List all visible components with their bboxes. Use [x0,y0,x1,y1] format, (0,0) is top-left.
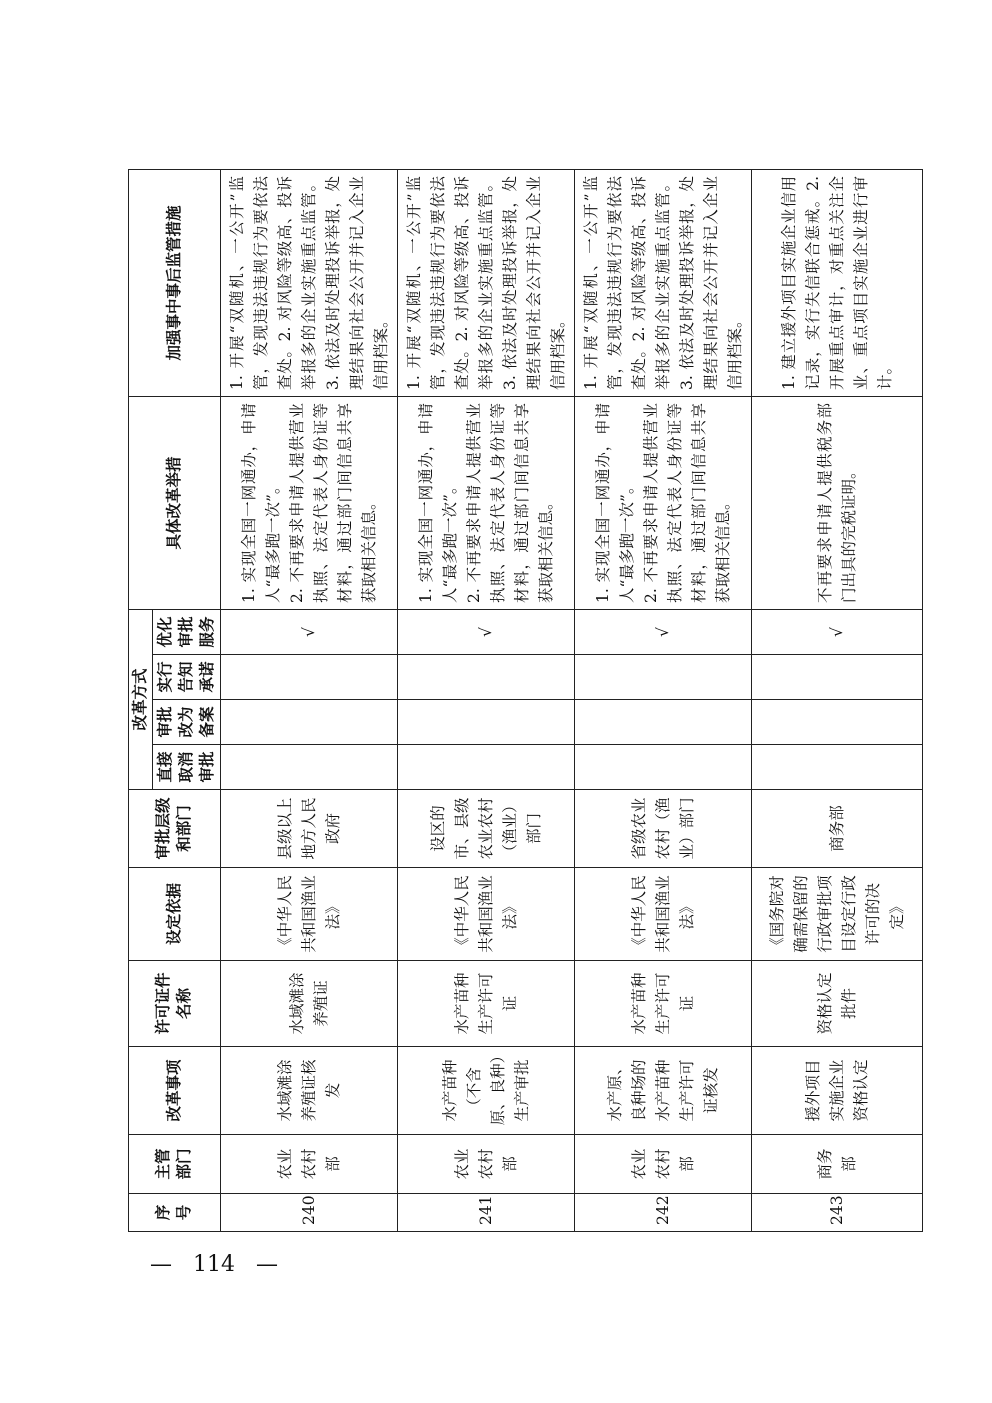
cell-method-optimize: √ [752,609,923,654]
cell-supervision: 1. 开展“双随机、一公开”监管，发现违法违规行为要依法查处。2. 对风险等级高、投诉举报多的企业实施重点监管。3. 依法及时处理投诉举报，处理结果向社会公开并记入企业信用档案。 [397,169,574,396]
cell-dept: 农业农村部 [397,1135,574,1194]
cell-method-record [574,700,751,745]
measure-1: 1. 实现全国一网通办，申请人“最多跑一次”。 [593,402,636,603]
cell-level: 县级以上地方人民政府 [220,790,397,868]
cell-measures [397,396,574,609]
footer-dash-right: — [256,1252,278,1277]
cell-level: 设区的市、县级农业农村（渔业）部门 [397,790,574,868]
cell-license: 水域滩涂养殖证 [220,961,397,1047]
footer-dash-left: — [150,1252,172,1277]
cell-level: 商务部 [752,790,923,868]
measure-1: 1. 实现全国一网通办，申请人“最多跑一次”。 [416,402,459,603]
cell-seq: 240 [220,1194,397,1232]
cell-method-cancel [220,745,397,790]
cell-license: 资格认定批件 [752,961,923,1047]
cell-method-notify [397,655,574,700]
header-item: 改革事项 [129,1047,221,1135]
cell-basis: 《中华人民共和国渔业法》 [397,868,574,961]
cell-method-cancel [574,745,751,790]
cell-dept: 商务部 [752,1135,923,1194]
cell-dept: 农业农村部 [220,1135,397,1194]
cell-item: 水产原、良种场的水产苗种生产许可证核发 [574,1047,751,1135]
cell-license: 水产苗种生产许可证 [397,961,574,1047]
page-number: 114 [193,1252,235,1277]
cell-method-record [397,700,574,745]
cell-item: 援外项目实施企业资格认定 [752,1047,923,1135]
cell-seq: 243 [752,1194,923,1232]
cell-supervision: 1. 建立援外项目实施企业信用记录，实行失信联合惩戒。2. 开展重点审计，对重点关注企业、重点项目实施企业进行审计。 [752,169,923,396]
measure-1: 不再要求申请人提供税务部门出具的完税证明。 [816,402,859,603]
page-footer [150,1252,310,1277]
header-measures: 具体改革举措 [129,396,221,609]
cell-measures [220,396,397,609]
cell-measures [752,396,923,609]
cell-dept: 农业农村部 [574,1135,751,1194]
cell-method-optimize: √ [220,609,397,654]
header-basis: 设定依据 [129,868,221,961]
header-method-notify: 实行告知承诺 [152,655,220,700]
measure-2: 2. 不再要求申请人提供营业执照、法定代表人身份证等材料，通过部门间信息共享获取相关信息。 [287,402,378,603]
cell-basis: 《国务院对确需保留的行政审批项目设定行政许可的决定》 [752,868,923,961]
cell-supervision: 1. 开展“双随机、一公开”监管，发现违法违规行为要依法查处。2. 对风险等级高、投诉举报多的企业实施重点监管。3. 依法及时处理投诉举报，处理结果向社会公开并记入企业信用档案。 [220,169,397,396]
measure-2: 2. 不再要求申请人提供营业执照、法定代表人身份证等材料，通过部门间信息共享获取相关信息。 [464,402,555,603]
header-method-optimize: 优化审批服务 [152,609,220,654]
cell-supervision: 1. 开展“双随机、一公开”监管，发现违法违规行为要依法查处。2. 对风险等级高、投诉举报多的企业实施重点监管。3. 依法及时处理投诉举报，处理结果向社会公开并记入企业信用档案。 [574,169,751,396]
header-row-1 [129,169,153,1231]
cell-method-notify [574,655,751,700]
reform-items-table [128,169,923,1232]
table-row-241 [397,169,574,1231]
table-row-243 [752,169,923,1231]
header-level: 审批层级和部门 [129,790,221,868]
cell-method-optimize: √ [397,609,574,654]
header-method-record: 审批改为备案 [152,700,220,745]
cell-item: 水产苗种（不含原、良种）生产审批 [397,1047,574,1135]
table-row-242 [574,169,751,1231]
cell-seq: 242 [574,1194,751,1232]
header-supervision: 加强事中事后监管措施 [129,169,221,396]
header-license: 许可证件名称 [129,961,221,1047]
rotated-table-frame [128,170,907,1232]
cell-method-optimize: √ [574,609,751,654]
rotated-table-content [128,170,907,1232]
header-dept: 主管部门 [129,1135,221,1194]
cell-method-record [220,700,397,745]
cell-method-cancel [397,745,574,790]
cell-license: 水产苗种生产许可证 [574,961,751,1047]
cell-item: 水域滩涂养殖证核发 [220,1047,397,1135]
header-method-group: 改革方式 [129,609,153,789]
cell-method-cancel [752,745,923,790]
measure-2: 2. 不再要求申请人提供营业执照、法定代表人身份证等材料，通过部门间信息共享获取相关信息。 [641,402,732,603]
cell-method-record [752,700,923,745]
header-method-cancel: 直接取消审批 [152,745,220,790]
table-row-240 [220,169,397,1231]
measure-1: 1. 实现全国一网通办，申请人“最多跑一次”。 [239,402,282,603]
header-seq: 序号 [129,1194,221,1232]
cell-method-notify [752,655,923,700]
cell-level: 省级农业农村（渔业）部门 [574,790,751,868]
cell-basis: 《中华人民共和国渔业法》 [574,868,751,961]
cell-method-notify [220,655,397,700]
cell-basis: 《中华人民共和国渔业法》 [220,868,397,961]
cell-seq: 241 [397,1194,574,1232]
cell-measures [574,396,751,609]
